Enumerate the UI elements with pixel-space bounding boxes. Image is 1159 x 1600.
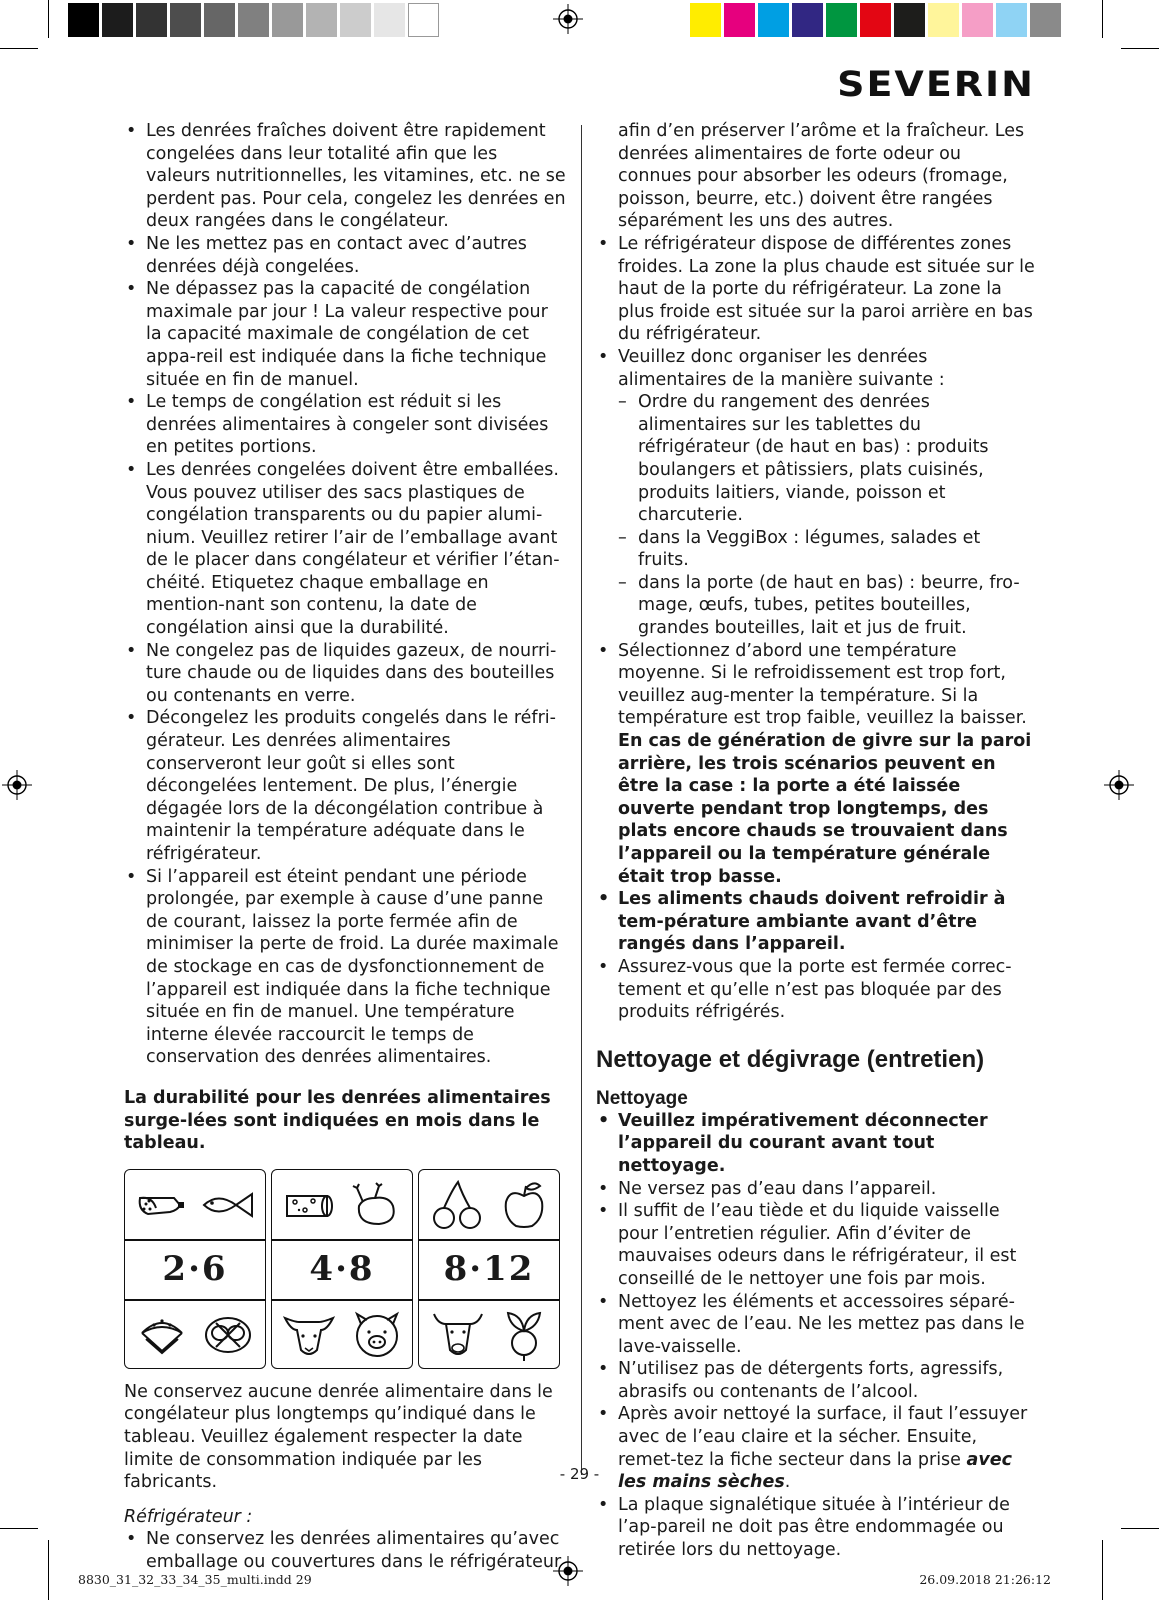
list-item: • Ne versez pas d’eau dans l’appareil. — [596, 1178, 1036, 1201]
chicken-icon — [349, 1182, 401, 1228]
color-swatch — [860, 3, 891, 37]
storage-cell — [271, 1169, 413, 1369]
list-item — [596, 640, 1036, 889]
list-item: • Ne congelez pas de liquides gazeux, de nourri-ture chaude ou de liquides dans des bouteilles ou contenants en verre. — [124, 640, 566, 708]
dry-text: Après avoir nettoyé la surface, il faut l’essuyer avec de l’eau claire et la sécher. Ensuite, remet-tez la fiche secteur dans la prise — [618, 1404, 1028, 1470]
dry-text-end: . — [784, 1472, 791, 1493]
crop-mark — [0, 48, 38, 49]
list-item: • Le réfrigérateur dispose de différentes zones froides. La zone la plus chaude est située sur le haut de la porte du réfrigérateur. La zone la plus froide est située sur la paroi arrière en bas du réfrigérateur. — [596, 233, 1036, 346]
registration-mark-icon — [2, 770, 32, 800]
list-item: • Si l’appareil est éteint pendant une période prolongée, par exemple à cause d’une panne de courant, laissez la porte fermée afin de minimiser la perte de froid. La durée maximale de stockage en cas de dysfonctionnement de l’appareil est indiquée dans la fiche technique située en fin de manuel. Une température interne élevée raccourcit le temps de conservation des denrées alimentaires. — [124, 866, 566, 1069]
crop-mark — [1102, 0, 1103, 38]
registration-mark-icon — [1104, 770, 1134, 800]
list-item: • Ne dépassez pas la capacité de congélation maximale par jour ! La valeur respective pour la capacité maximale de congélation de cet appa-reil est indiquée dans la fiche technique située en fin de manuel. — [124, 278, 566, 391]
sheep-icon — [281, 1310, 337, 1360]
cake-slice-icon — [136, 1311, 188, 1359]
frost-warning: En cas de génération de givre sur la paroi arrière, les trois scénarios peuvent en être la case : la porte a été laissée ouverte pendant trop longtemps, des plats encore chauds se trouvaient dans l’appareil ou la température générale était trop basse. — [618, 731, 1032, 887]
sub-list-item: – dans la VeggiBox : légumes, salades et fruits. — [596, 527, 1036, 572]
storage-duration-note: La durabilité pour les denrées alimentaires surge-lées sont indiquées en mois dans le tableau. — [124, 1087, 551, 1154]
storage-limit-note: Ne conservez aucune denrée alimentaire dans le congélateur plus longtemps qu’indiqué dans le tableau. Veuillez également respecter la date limite de consommation indiquée par les fabricants. — [124, 1381, 553, 1493]
cow-icon — [430, 1310, 486, 1360]
color-swatch — [408, 3, 439, 37]
left-column — [124, 120, 566, 1573]
list-item: • Décongelez les produits congelés dans le réfri-gérateur. Les denrées alimentaires conserveront leur goût si elles sont décongelées lentement. De plus, l’énergie dégagée lors de la décongélation contribue à maintenir la température adéquate dans le réfrigérateur. — [124, 707, 566, 865]
storage-months: 4·8 — [272, 1239, 412, 1301]
crop-mark — [48, 0, 49, 38]
color-swatch — [136, 3, 167, 37]
color-swatch — [68, 3, 99, 37]
list-item: • Les denrées fraîches doivent être rapidement congelées dans leur totalité afin que les valeurs nutritionnelles, les vitamines, etc. ne se perdent pas. Pour cela, congelez les denrées en deux rangées dans le congélateur. — [124, 120, 566, 233]
color-swatch — [102, 3, 133, 37]
list-item-continuation: afin d’en préserver l’arôme et la fraîcheur. Les denrées alimentaires de forte odeur ou connues pour absorber les odeurs (fromage, poisson, beurre, etc.) doivent être rangées séparément les uns des autres. — [618, 121, 1025, 232]
storage-months: 8·12 — [419, 1239, 559, 1301]
color-swatch — [758, 3, 789, 37]
list-item: • Assurez-vous que la porte est fermée correc-tement et qu’elle n’est pas bloquée par des produits réfrigérés. — [596, 956, 1036, 1024]
color-swatch — [1030, 3, 1061, 37]
pretzel-icon — [202, 1311, 254, 1359]
list-item: • Il suffit de l’eau tiède et du liquide vaisselle pour l’entretien régulier. Afin d’éviter de mauvaises odeurs dans le réfrigérateur, il est conseillé de le nettoyer une fois par mois. — [596, 1200, 1036, 1290]
color-calibration-bar — [690, 3, 1064, 37]
grey-calibration-bar — [68, 3, 442, 37]
section-heading: Nettoyage et dégivrage (entretien) — [596, 1045, 985, 1073]
storage-cell — [418, 1169, 560, 1369]
color-swatch — [238, 3, 269, 37]
page-number: - 29 - — [559, 1465, 600, 1483]
color-swatch — [306, 3, 337, 37]
crop-mark — [0, 1528, 38, 1529]
color-swatch — [690, 3, 721, 37]
footer-filename: 8830_31_32_33_34_35_multi.indd 29 — [78, 1572, 312, 1587]
color-swatch — [374, 3, 405, 37]
color-swatch — [928, 3, 959, 37]
crop-mark — [1102, 1540, 1103, 1600]
fish-icon — [200, 1188, 256, 1222]
sub-list-item: – dans la porte (de haut en bas) : beurre, fro-mage, œufs, tubes, petites bouteilles, grandes bouteilles, lait et jus de fruit. — [596, 572, 1036, 640]
storage-duration-table — [124, 1169, 561, 1369]
list-item: • Les aliments chauds doivent refroidir à tem-pérature ambiante avant d’être rangés dans l’appareil. — [596, 888, 1036, 956]
subsection-heading: Nettoyage — [596, 1087, 688, 1109]
freezing-tips-list — [124, 120, 566, 1069]
storage-months: 2·6 — [125, 1239, 265, 1301]
brand-logo: SEVERIN — [837, 63, 1035, 105]
cleaning-list — [596, 1110, 1036, 1562]
cherries-icon — [430, 1180, 486, 1230]
fridge-tips-list — [124, 1528, 566, 1573]
list-item: • Veuillez impérativement déconnecter l’appareil du courant avant tout nettoyage. — [596, 1110, 1036, 1178]
color-swatch — [204, 3, 235, 37]
fridge-tips-list — [596, 120, 1036, 1024]
crop-mark — [1121, 48, 1159, 49]
right-column — [596, 120, 1036, 1562]
storage-cell — [124, 1169, 266, 1369]
footer-timestamp: 26.09.2018 21:26:12 — [919, 1572, 1051, 1587]
list-item: • Veuillez donc organiser les denrées alimentaires de la manière suivante : — [596, 346, 1036, 391]
color-swatch — [996, 3, 1027, 37]
cheese-icon — [283, 1188, 335, 1222]
color-swatch — [170, 3, 201, 37]
list-item: • Ne les mettez pas en contact avec d’autres denrées déjà congelées. — [124, 233, 566, 278]
sub-list-item: – Ordre du rangement des denrées alimentaires sur les tablettes du réfrigérateur (de haut en bas) : produits boulangers et pâtissiers, plats cuisinés, produits laitiers, viande, poisson et charcuterie. — [596, 391, 1036, 527]
color-swatch — [724, 3, 755, 37]
list-item: • Ne conservez les denrées alimentaires qu’avec emballage ou couvertures dans le réfrigérateur — [124, 1528, 566, 1573]
color-swatch — [894, 3, 925, 37]
list-item: • N’utilisez pas de détergents forts, agressifs, abrasifs ou contenants de l’alcool. — [596, 1358, 1036, 1403]
color-swatch — [962, 3, 993, 37]
color-swatch — [826, 3, 857, 37]
color-swatch — [340, 3, 371, 37]
column-divider — [581, 125, 582, 1475]
list-item: • Le temps de congélation est réduit si les denrées alimentaires à congeler sont divisées en petites portions. — [124, 391, 566, 459]
crop-mark — [48, 1540, 49, 1600]
list-item: • Les denrées congelées doivent être emballées. Vous pouvez utiliser des sacs plastiques de congélation transparents ou du papier alumi-nium. Veuillez retirer l’air de l’emballage avant de le placer dans congélateur et vérifier l’étan-chéité. Etiquetez chaque emballage en mention-nant son contenu, la date de congélation ainsi que la durabilité. — [124, 459, 566, 640]
registration-mark-icon — [553, 4, 583, 34]
color-swatch — [272, 3, 303, 37]
list-item: • La plaque signalétique située à l’intérieur de l’ap-pareil ne doit pas être endommagée ou retirée lors du nettoyage. — [596, 1494, 1036, 1562]
temperature-text: Sélectionnez d’abord une température moyenne. Si le refroidissement est trop fort, veuillez aug-menter la température. Si la température est trop faible, veuillez la baisser. — [618, 640, 1027, 729]
list-item: • Nettoyez les éléments et accessoires séparé-ment avec de l’eau. Ne les mettez pas dans le lave-vaisselle. — [596, 1291, 1036, 1359]
color-swatch — [792, 3, 823, 37]
dry-hands-emphasis: avec les mains sèches — [618, 1449, 1012, 1493]
fridge-subheading: Réfrigérateur : — [124, 1506, 253, 1527]
pig-icon — [351, 1310, 403, 1360]
crop-mark — [1121, 1528, 1159, 1529]
beet-icon — [500, 1309, 548, 1361]
sausage-icon — [134, 1188, 186, 1222]
apple-icon — [500, 1180, 548, 1230]
